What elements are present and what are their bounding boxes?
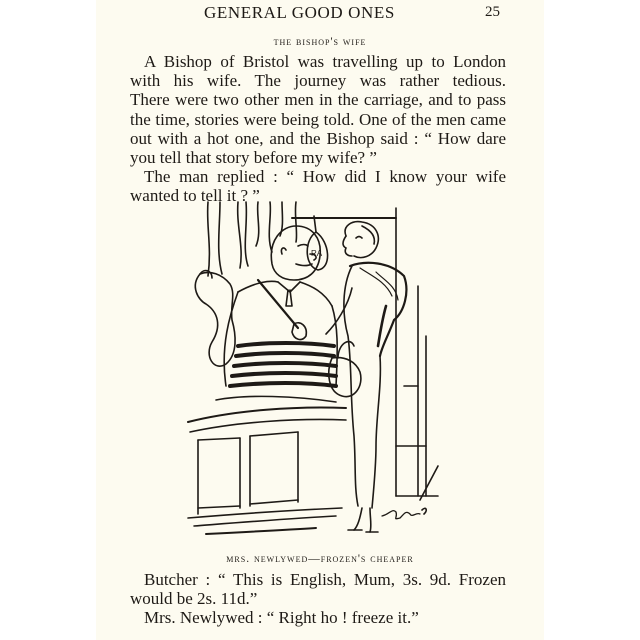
hanging-ham bbox=[307, 216, 327, 270]
text-line: There were two other men in the carriage, and to pass bbox=[130, 90, 506, 110]
text-line: wanted to tell it ? ” bbox=[130, 186, 260, 206]
woman-figure bbox=[326, 222, 406, 532]
shop-counter bbox=[188, 408, 346, 534]
text-line: A Bishop of Bristol was travelling up to London bbox=[144, 52, 506, 71]
svg-text:RA: RA bbox=[311, 249, 323, 258]
text-line: would be 2s. 11d.” bbox=[130, 589, 258, 609]
text-line: the time, stories were being told. One of the men came bbox=[130, 109, 506, 129]
text-line: with his wife. The journey was rather tedious. bbox=[130, 71, 506, 91]
text-line: Butcher : “ This is English, Mum, 3s. 9d. Frozen bbox=[144, 570, 506, 589]
story-title-frozens-cheaper: mrs. newlywed—frozen's cheaper bbox=[226, 553, 414, 565]
hanging-carcasses bbox=[208, 202, 297, 276]
butcher-cartoon-illustration bbox=[186, 196, 446, 536]
story-body-frozens-cheaper bbox=[130, 570, 506, 628]
text-line: you tell that story before my wife? ” bbox=[130, 148, 377, 168]
artist-signature bbox=[382, 508, 426, 518]
running-title: GENERAL GOOD ONES bbox=[204, 3, 395, 22]
text-line: The man replied : “ How did I know your wife bbox=[144, 167, 506, 187]
text-line: out with a hot one, and the Bishop said : “ How dare bbox=[130, 128, 506, 148]
running-head bbox=[96, 3, 544, 25]
story-title-bishops-wife: the bishop's wife bbox=[273, 36, 367, 48]
page-number: 25 bbox=[485, 4, 500, 20]
story-body-bishops-wife bbox=[130, 52, 506, 206]
text-line: Mrs. Newlywed : “ Right ho ! freeze it.” bbox=[144, 608, 419, 628]
book-page bbox=[96, 0, 544, 640]
